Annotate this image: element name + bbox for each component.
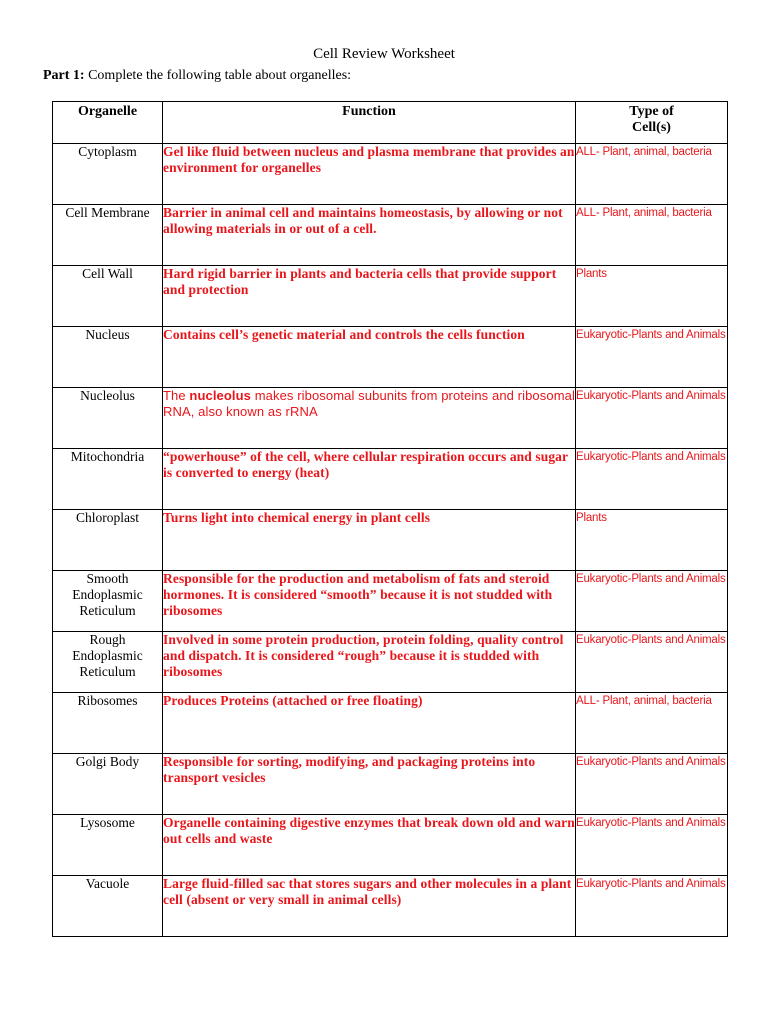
organelle-name: Cytoplasm (53, 144, 163, 205)
column-header-type (576, 102, 728, 144)
organelle-table (52, 101, 728, 937)
organelle-function: Organelle containing digestive enzymes that break down old and warn out cells and waste (163, 815, 576, 876)
column-header-type-line1: Type of (629, 104, 674, 119)
table-row (53, 693, 728, 754)
function-text-highlight: nucleolus (189, 388, 251, 403)
organelle-name: Vacuole (53, 876, 163, 937)
table-row (53, 266, 728, 327)
organelle-function: Gel like fluid between nucleus and plasma membrane that provides an environment for organelles (163, 144, 576, 205)
organelle-cell-type: Eukaryotic-Plants and Animals (576, 754, 728, 815)
organelle-function: Turns light into chemical energy in plant cells (163, 510, 576, 571)
organelle-cell-type: ALL- Plant, animal, bacteria (576, 144, 728, 205)
organelle-cell-type: Eukaryotic-Plants and Animals (576, 327, 728, 388)
organelle-name: Cell Membrane (53, 205, 163, 266)
table-row (53, 327, 728, 388)
organelle-function: Responsible for the production and metabolism of fats and steroid hormones. It is considered “smooth” because it is not studded with ribosomes (163, 571, 576, 632)
organelle-name: Lysosome (53, 815, 163, 876)
organelle-function: Barrier in animal cell and maintains homeostasis, by allowing or not allowing materials in or out of a cell. (163, 205, 576, 266)
organelle-name: Smooth Endoplasmic Reticulum (53, 571, 163, 632)
organelle-cell-type: ALL- Plant, animal, bacteria (576, 693, 728, 754)
table-row (53, 815, 728, 876)
part-instructions (43, 68, 351, 84)
table-row (53, 510, 728, 571)
table-row (53, 876, 728, 937)
organelle-cell-type: Eukaryotic-Plants and Animals (576, 876, 728, 937)
organelle-cell-type: Plants (576, 510, 728, 571)
organelle-cell-type: Eukaryotic-Plants and Animals (576, 815, 728, 876)
column-header-organelle: Organelle (53, 102, 163, 144)
organelle-cell-type: Eukaryotic-Plants and Animals (576, 632, 728, 693)
organelle-cell-type: ALL- Plant, animal, bacteria (576, 205, 728, 266)
organelle-name: Rough Endoplasmic Reticulum (53, 632, 163, 693)
organelle-name: Nucleolus (53, 388, 163, 449)
organelle-name: Cell Wall (53, 266, 163, 327)
part-text: Complete the following table about organelles: (88, 68, 352, 83)
table-row (53, 205, 728, 266)
organelle-function: Hard rigid barrier in plants and bacteria cells that provide support and protection (163, 266, 576, 327)
organelle-function: Responsible for sorting, modifying, and packaging proteins into transport vesicles (163, 754, 576, 815)
table-row (53, 144, 728, 205)
organelle-function: Contains cell’s genetic material and controls the cells function (163, 327, 576, 388)
organelle-function: Involved in some protein production, protein folding, quality control and dispatch. It is considered “rough” because it is studded with ribosomes (163, 632, 576, 693)
organelle-name: Ribosomes (53, 693, 163, 754)
organelle-name: Nucleus (53, 327, 163, 388)
table-row (53, 449, 728, 510)
organelle-function (163, 388, 576, 449)
organelle-name: Chloroplast (53, 510, 163, 571)
function-text-post: makes ribosomal subunits from proteins and ribosomal RNA, also known as rRNA (163, 388, 575, 419)
table-row (53, 754, 728, 815)
organelle-name: Golgi Body (53, 754, 163, 815)
organelle-name: Mitochondria (53, 449, 163, 510)
table-header-row (53, 102, 728, 144)
organelle-function: Large fluid-filled sac that stores sugars and other molecules in a plant cell (absent or very small in animal cells) (163, 876, 576, 937)
organelle-cell-type: Plants (576, 266, 728, 327)
organelle-function: “powerhouse” of the cell, where cellular respiration occurs and sugar is converted to energy (heat) (163, 449, 576, 510)
organelle-cell-type: Eukaryotic-Plants and Animals (576, 449, 728, 510)
table-row (53, 388, 728, 449)
organelle-cell-type: Eukaryotic-Plants and Animals (576, 388, 728, 449)
organelle-cell-type: Eukaryotic-Plants and Animals (576, 571, 728, 632)
part-label: Part 1: (43, 68, 85, 83)
column-header-function: Function (163, 102, 576, 144)
worksheet-title: Cell Review Worksheet (313, 46, 455, 62)
table-row (53, 632, 728, 693)
table-row (53, 571, 728, 632)
column-header-type-line2: Cell(s) (632, 120, 671, 135)
function-text-pre: The (163, 388, 190, 403)
organelle-function: Produces Proteins (attached or free floating) (163, 693, 576, 754)
